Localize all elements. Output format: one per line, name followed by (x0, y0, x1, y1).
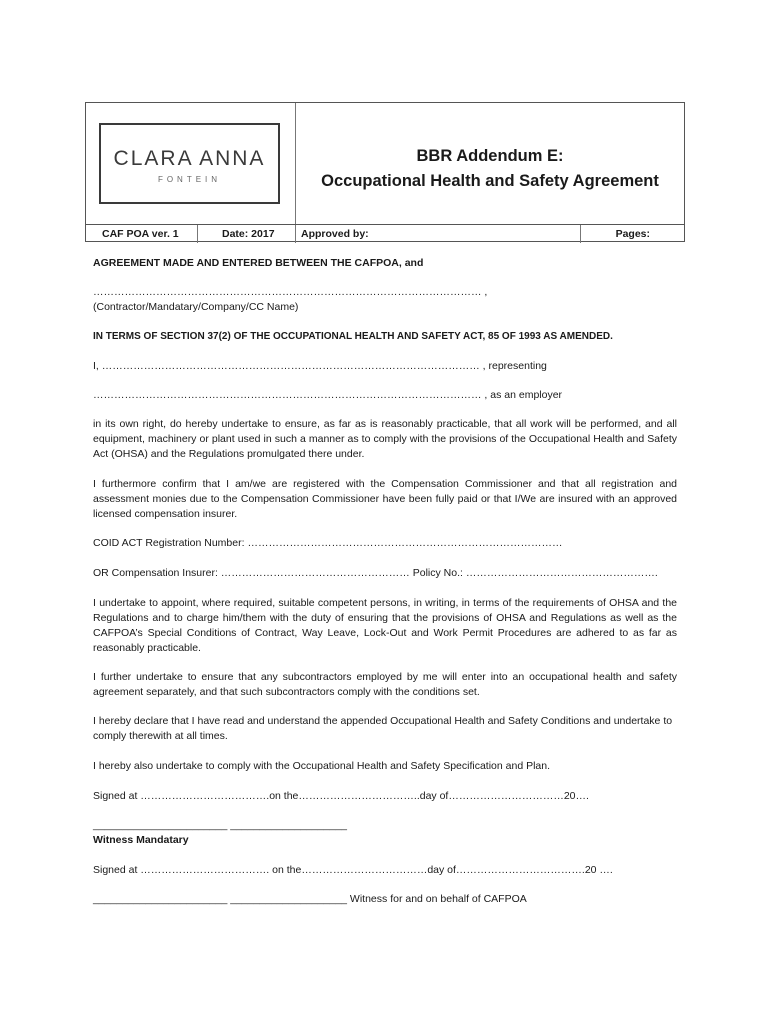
pages-cell: Pages: (615, 228, 650, 240)
approved-by-cell: Approved by: (296, 225, 581, 243)
paragraph-subcontractors: I further undertake to ensure that any subcontractors employed by me will enter into an occupational health and safety agreement separately, and that such subcontractors comply with the conditions set. (93, 671, 677, 698)
paragraph-specification: I hereby also undertake to comply with the Occupational Health and Safety Specification and Plan. (93, 760, 551, 772)
i-representing-line: I, ……………………………………………………………………………………………… , representing (93, 360, 547, 372)
logo-subtitle: FONTEIN (157, 175, 222, 184)
contractor-label: (Contractor/Mandatary/Company/CC Name) (93, 301, 299, 313)
title-cell (296, 103, 684, 224)
compensation-insurer-line: OR Compensation Insurer: ……………………………………………… Policy No.: ………………………………………………. (93, 567, 658, 579)
logo-cell (86, 103, 296, 224)
signature-line-1: _______________________ ____________________ (93, 819, 348, 831)
version-cell: CAF POA ver. 1 (86, 225, 198, 243)
paragraph-undertaking: in its own right, do hereby undertake to ensure, as far as is reasonably practicable, that all work will be performed, and all equipment, machinery or plant used in such a manner as to comply with the provisions of the Occupational Health and Safety Act (OHSA) and the Regulations promulgated there under. (93, 418, 677, 460)
coid-registration-line: COID ACT Registration Number: ……………………………………………………………………………… (93, 537, 563, 549)
witness-mandatary-label: Witness Mandatary (93, 834, 189, 846)
header-meta-row (86, 224, 684, 243)
employer-line: ………………………………………………………………………………………………… , as an employer (93, 389, 563, 401)
signed-at-line-1: Signed at ……………………………….on the……………………………..day of……………………………20…. (93, 790, 589, 802)
logo-name: CLARA ANNA (113, 147, 266, 170)
agreement-heading: AGREEMENT MADE AND ENTERED BETWEEN THE CAFPOA, and (93, 257, 424, 269)
signed-at-line-2: Signed at ………………………………. on the………………………………day of……………………………….20 …. (93, 864, 613, 876)
paragraph-appoint: I undertake to appoint, where required, suitable competent persons, in writing, in terms of the requirements of OHSA and the Regulations and to charge him/them with the duty of ensuring that the provisions of OHSA and Regulations as well as the CAFPOA’s Special Conditions of Contract, Way Leave, Lock-Out and Work Permit Procedures are adhered to as far as reasonably practicable. (93, 597, 677, 654)
company-logo (99, 123, 280, 204)
document-title-line1: BBR Addendum E: (416, 147, 564, 165)
date-cell: Date: 2017 (198, 225, 296, 243)
header-top-row (86, 103, 684, 224)
paragraph-declaration: I hereby declare that I have read and understand the appended Occupational Health and Safety Conditions and undertake to comply therewith at all times. (93, 715, 673, 742)
paragraph-compensation: I furthermore confirm that I am/we are registered with the Compensation Commissioner and that all registration and assessment monies due to the Compensation Commissioner have been fully paid or that I/We are insured with an approved licensed compensation insurer. (93, 478, 677, 520)
contractor-fill-line: ………………………………………………………………………………………………… , (93, 286, 488, 298)
section-heading: IN TERMS OF SECTION 37(2) OF THE OCCUPATIONAL HEALTH AND SAFETY ACT, 85 OF 1993 AS AMENDED. (93, 331, 613, 342)
document-header (85, 102, 685, 242)
document-title-line2: Occupational Health and Safety Agreement (321, 172, 659, 190)
signature-line-2: _______________________ ____________________ Witness for and on behalf of CAFPOA (93, 893, 527, 905)
